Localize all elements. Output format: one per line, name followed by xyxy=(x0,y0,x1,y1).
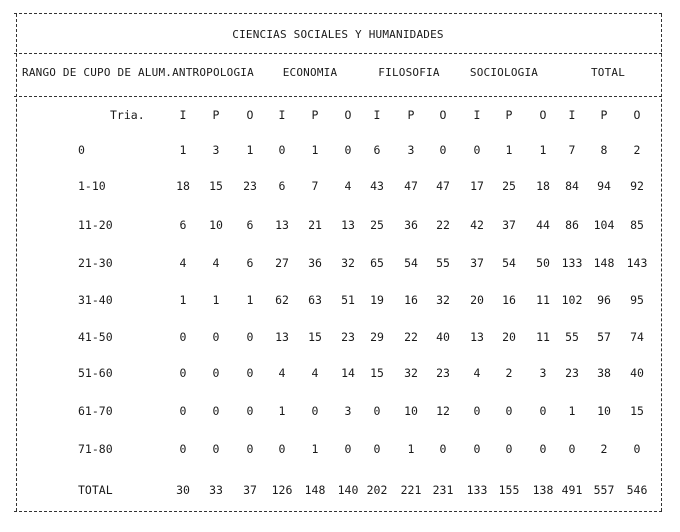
table-cell: 25 xyxy=(370,218,384,232)
table-cell: 6 xyxy=(179,218,187,232)
table-cell: 3 xyxy=(344,404,352,418)
table-cell: 0 xyxy=(473,143,481,157)
table-cell: 11 xyxy=(536,330,550,344)
table-cell: 1 xyxy=(311,442,319,456)
table-cell: 10 xyxy=(404,404,418,418)
table-cell: 20 xyxy=(470,293,484,307)
table-cell: 86 xyxy=(565,218,579,232)
table-cell: 57 xyxy=(597,330,611,344)
table-cell: 1 xyxy=(179,293,187,307)
table-cell: 15 xyxy=(630,404,644,418)
table-cell: 138 xyxy=(532,483,554,497)
subheader-cell: O xyxy=(539,108,547,122)
table-cell: 1 xyxy=(407,442,415,456)
subheader-cell: O xyxy=(633,108,641,122)
table-cell: 30 xyxy=(176,483,190,497)
table-cell: 0 xyxy=(344,143,352,157)
subheader-cell: O xyxy=(439,108,447,122)
table-cell: 557 xyxy=(593,483,615,497)
table-cell: 4 xyxy=(212,256,220,270)
table-cell: 36 xyxy=(404,218,418,232)
table-cell: 4 xyxy=(179,256,187,270)
table-cell: 11 xyxy=(536,293,550,307)
table-cell: 4 xyxy=(278,366,286,380)
table-cell: 63 xyxy=(308,293,322,307)
table-cell: 23 xyxy=(565,366,579,380)
table-cell: 140 xyxy=(337,483,359,497)
table-cell: 50 xyxy=(536,256,550,270)
table-cell: 12 xyxy=(436,404,450,418)
subheader-cell: P xyxy=(600,108,608,122)
table-cell: 6 xyxy=(373,143,381,157)
table-cell: 2 xyxy=(600,442,608,456)
table-cell: 0 xyxy=(633,442,641,456)
group-header-sociologia: SOCIOLOGIA xyxy=(469,66,539,79)
row-label: 11-20 xyxy=(78,218,113,232)
table-cell: 13 xyxy=(341,218,355,232)
table-cell: 0 xyxy=(246,330,254,344)
subheader-cell: I xyxy=(179,108,187,122)
subheader-cell: O xyxy=(246,108,254,122)
table-cell: 221 xyxy=(400,483,422,497)
table-cell: 15 xyxy=(308,330,322,344)
table-cell: 22 xyxy=(436,218,450,232)
subheader-cell: O xyxy=(344,108,352,122)
table-cell: 0 xyxy=(179,330,187,344)
table-cell: 546 xyxy=(626,483,648,497)
table-cell: 8 xyxy=(600,143,608,157)
table-cell: 1 xyxy=(278,404,286,418)
table-cell: 10 xyxy=(597,404,611,418)
table-cell: 0 xyxy=(505,442,513,456)
table-cell: 133 xyxy=(466,483,488,497)
table-cell: 133 xyxy=(561,256,583,270)
table-cell: 10 xyxy=(209,218,223,232)
table-cell: 15 xyxy=(370,366,384,380)
table-cell: 0 xyxy=(539,404,547,418)
table-cell: 0 xyxy=(278,442,286,456)
right-border xyxy=(661,14,662,511)
table-cell: 0 xyxy=(568,442,576,456)
group-header-economia: ECONOMIA xyxy=(282,66,338,79)
table-cell: 32 xyxy=(404,366,418,380)
table-cell: 6 xyxy=(246,218,254,232)
subheader-cell: I xyxy=(568,108,576,122)
table-cell: 54 xyxy=(404,256,418,270)
table-cell: 18 xyxy=(536,179,550,193)
table-cell: 55 xyxy=(436,256,450,270)
table-cell: 38 xyxy=(597,366,611,380)
header-divider xyxy=(14,96,662,97)
table-cell: 1 xyxy=(179,143,187,157)
table-cell: 95 xyxy=(630,293,644,307)
table-cell: 43 xyxy=(370,179,384,193)
table-cell: 13 xyxy=(470,330,484,344)
table-cell: 37 xyxy=(502,218,516,232)
table-cell: 0 xyxy=(344,442,352,456)
table-cell: 14 xyxy=(341,366,355,380)
table-cell: 1 xyxy=(246,143,254,157)
table-cell: 19 xyxy=(370,293,384,307)
table-cell: 4 xyxy=(473,366,481,380)
table-cell: 1 xyxy=(311,143,319,157)
table-cell: 2 xyxy=(633,143,641,157)
table-cell: 0 xyxy=(246,442,254,456)
table-cell: 23 xyxy=(341,330,355,344)
table-cell: 148 xyxy=(304,483,326,497)
subheader-cell: P xyxy=(407,108,415,122)
table-cell: 155 xyxy=(498,483,520,497)
table-cell: 2 xyxy=(505,366,513,380)
table-cell: 1 xyxy=(246,293,254,307)
table-cell: 22 xyxy=(404,330,418,344)
table-cell: 0 xyxy=(278,143,286,157)
table-cell: 13 xyxy=(275,218,289,232)
row-label: 71-80 xyxy=(78,442,113,456)
table-cell: 143 xyxy=(626,256,648,270)
table-cell: 1 xyxy=(212,293,220,307)
table-cell: 32 xyxy=(341,256,355,270)
table-cell: 40 xyxy=(436,330,450,344)
row-label: 1-10 xyxy=(78,179,106,193)
table-cell: 20 xyxy=(502,330,516,344)
table-cell: 47 xyxy=(404,179,418,193)
table-cell: 40 xyxy=(630,366,644,380)
table-cell: 33 xyxy=(209,483,223,497)
table-cell: 0 xyxy=(439,143,447,157)
table-cell: 0 xyxy=(212,366,220,380)
table-cell: 15 xyxy=(209,179,223,193)
subheader-cell: P xyxy=(311,108,319,122)
table-cell: 42 xyxy=(470,218,484,232)
table-cell: 0 xyxy=(473,404,481,418)
table-cell: 23 xyxy=(243,179,257,193)
table-cell: 4 xyxy=(344,179,352,193)
table-cell: 102 xyxy=(561,293,583,307)
table-cell: 4 xyxy=(311,366,319,380)
table-cell: 55 xyxy=(565,330,579,344)
table-cell: 21 xyxy=(308,218,322,232)
table-cell: 126 xyxy=(271,483,293,497)
table-cell: 491 xyxy=(561,483,583,497)
table-cell: 0 xyxy=(539,442,547,456)
table-cell: 25 xyxy=(502,179,516,193)
table-cell: 3 xyxy=(212,143,220,157)
table-cell: 0 xyxy=(246,366,254,380)
table-cell: 0 xyxy=(373,442,381,456)
row-label: 31-40 xyxy=(78,293,113,307)
row-label: 21-30 xyxy=(78,256,113,270)
subheader-cell: P xyxy=(505,108,513,122)
table-cell: 0 xyxy=(212,442,220,456)
subheader-cell: P xyxy=(212,108,220,122)
table-cell: 6 xyxy=(278,179,286,193)
table-cell: 23 xyxy=(436,366,450,380)
table-cell: 37 xyxy=(243,483,257,497)
row-label: TOTAL xyxy=(78,483,113,497)
table-cell: 85 xyxy=(630,218,644,232)
table-cell: 0 xyxy=(179,366,187,380)
table-cell: 44 xyxy=(536,218,550,232)
bottom-border xyxy=(14,511,662,512)
table-cell: 96 xyxy=(597,293,611,307)
table-cell: 1 xyxy=(568,404,576,418)
table-cell: 231 xyxy=(432,483,454,497)
table-cell: 0 xyxy=(373,404,381,418)
table-cell: 47 xyxy=(436,179,450,193)
table-cell: 51 xyxy=(341,293,355,307)
table-cell: 0 xyxy=(179,442,187,456)
table-cell: 27 xyxy=(275,256,289,270)
group-header-total: TOTAL xyxy=(590,66,626,79)
table-cell: 65 xyxy=(370,256,384,270)
table-cell: 6 xyxy=(246,256,254,270)
table-cell: 92 xyxy=(630,179,644,193)
table-cell: 16 xyxy=(404,293,418,307)
subheader-cell: I xyxy=(278,108,286,122)
table-cell: 0 xyxy=(311,404,319,418)
table-cell: 202 xyxy=(366,483,388,497)
subheader-cell: I xyxy=(473,108,481,122)
subheader-cell: I xyxy=(373,108,381,122)
table-cell: 0 xyxy=(212,330,220,344)
table-cell: 32 xyxy=(436,293,450,307)
table-cell: 37 xyxy=(470,256,484,270)
row-label: 0 xyxy=(78,143,85,157)
table-cell: 7 xyxy=(311,179,319,193)
row-label-header: RANGO DE CUPO DE ALUM. xyxy=(22,66,173,79)
table-title: CIENCIAS SOCIALES Y HUMANIDADES xyxy=(232,28,444,41)
table-cell: 0 xyxy=(505,404,513,418)
table-cell: 13 xyxy=(275,330,289,344)
table-cell: 7 xyxy=(568,143,576,157)
table-cell: 54 xyxy=(502,256,516,270)
group-header-antropologia: ANTROPOLOGIA xyxy=(172,66,254,79)
table-cell: 0 xyxy=(473,442,481,456)
table-cell: 1 xyxy=(539,143,547,157)
table-cell: 16 xyxy=(502,293,516,307)
table-cell: 3 xyxy=(539,366,547,380)
row-label: 51-60 xyxy=(78,366,113,380)
table-cell: 36 xyxy=(308,256,322,270)
table-cell: 3 xyxy=(407,143,415,157)
table-cell: 84 xyxy=(565,179,579,193)
table-cell: 104 xyxy=(593,218,615,232)
table-cell: 1 xyxy=(505,143,513,157)
table-cell: 0 xyxy=(246,404,254,418)
table-cell: 0 xyxy=(179,404,187,418)
row-label: 41-50 xyxy=(78,330,113,344)
table-cell: 148 xyxy=(593,256,615,270)
top-border xyxy=(14,13,662,14)
table-cell: 94 xyxy=(597,179,611,193)
title-divider xyxy=(14,53,662,54)
table-cell: 17 xyxy=(470,179,484,193)
table-cell: 74 xyxy=(630,330,644,344)
table-cell: 0 xyxy=(439,442,447,456)
group-header-filosofia: FILOSOFIA xyxy=(378,66,440,79)
subheader-label: Tria. xyxy=(110,108,145,122)
table-cell: 18 xyxy=(176,179,190,193)
row-label: 61-70 xyxy=(78,404,113,418)
table-cell: 29 xyxy=(370,330,384,344)
table-cell: 62 xyxy=(275,293,289,307)
left-border xyxy=(16,14,17,511)
table-cell: 0 xyxy=(212,404,220,418)
